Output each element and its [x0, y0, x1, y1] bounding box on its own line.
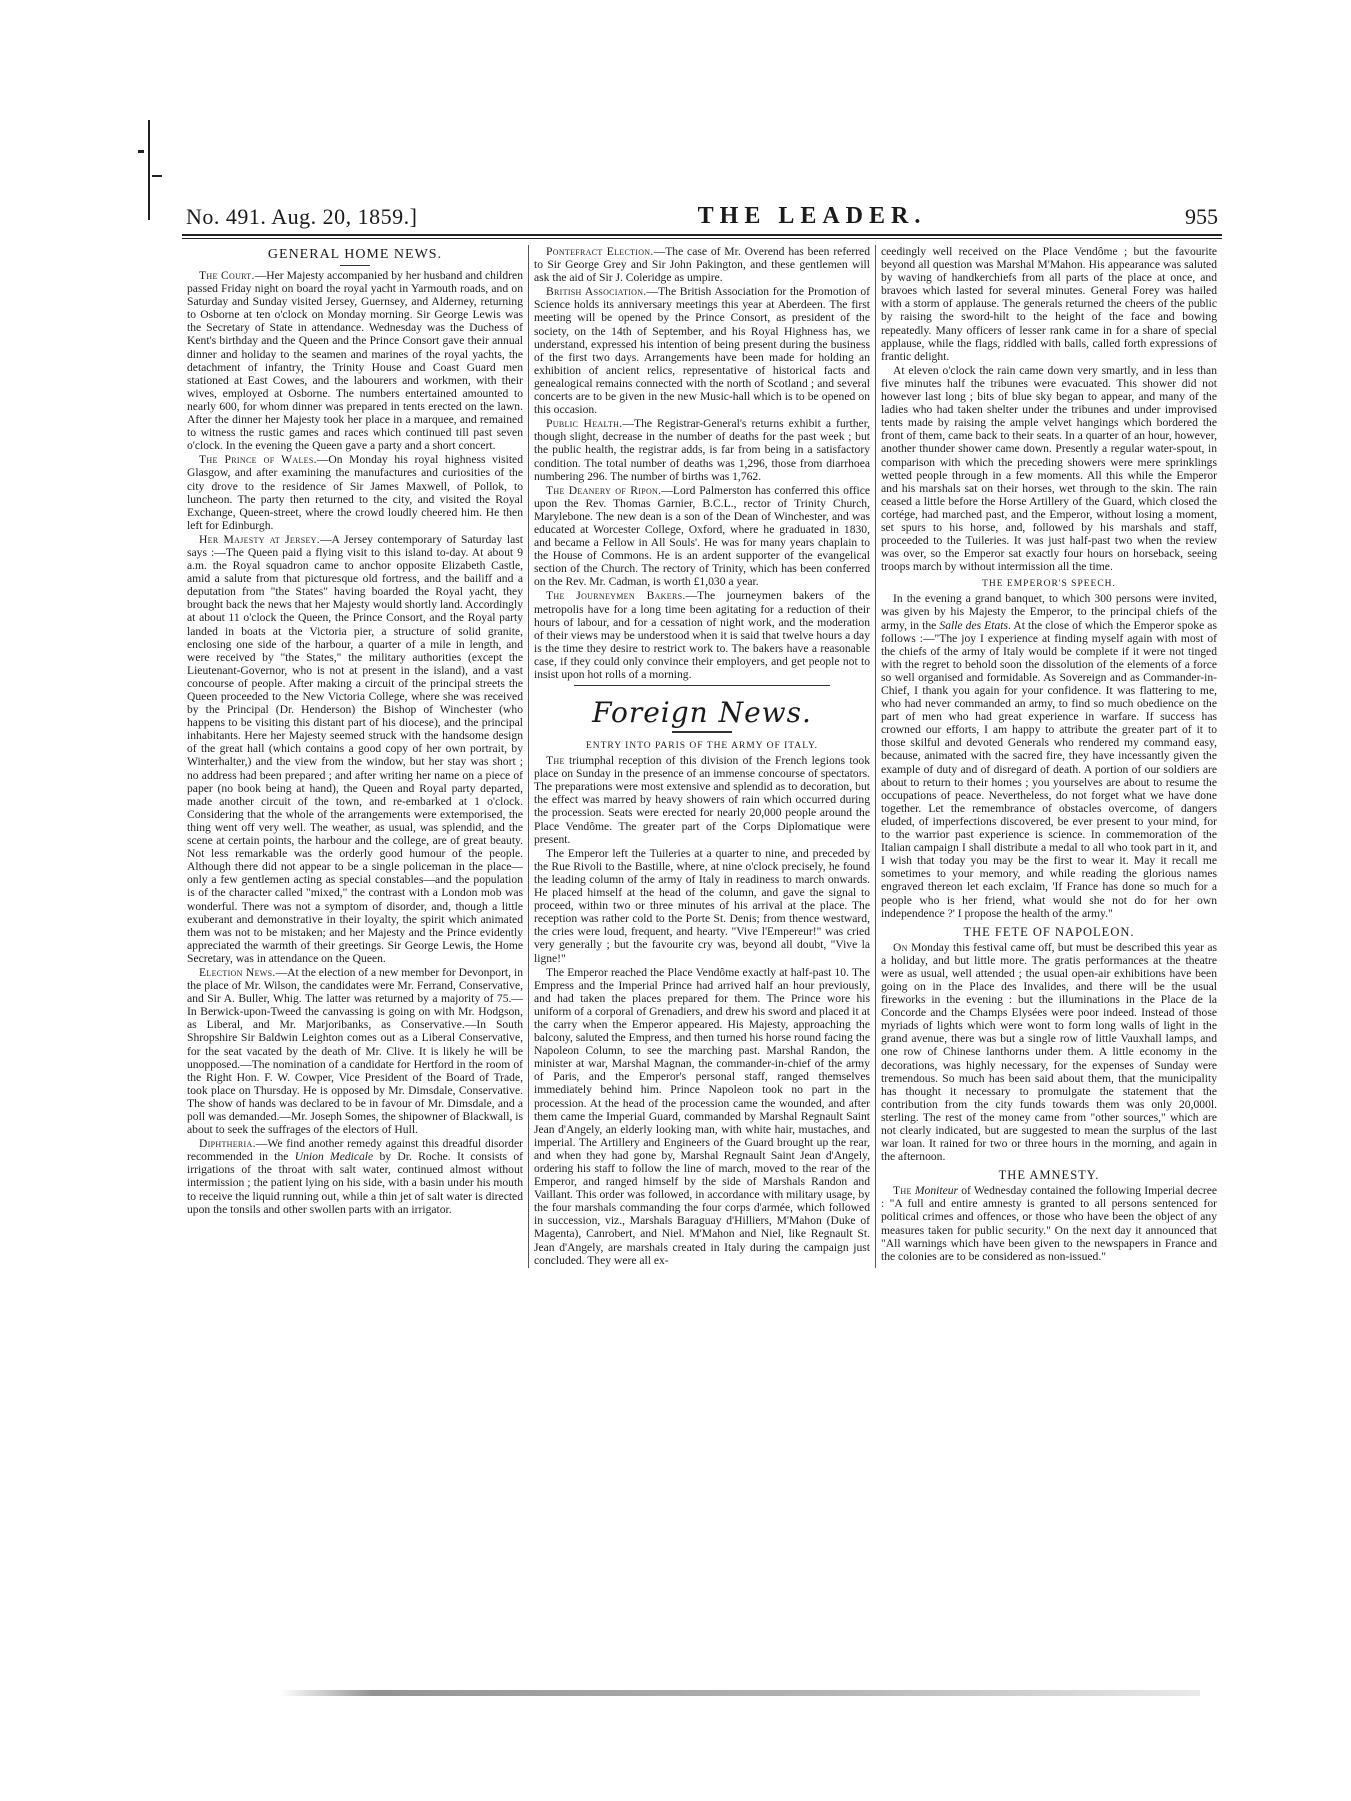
- place-name: Salle des Etats: [939, 618, 1009, 632]
- article-text: by Dr. Roche. It consists of irrigations of the throat with salt water, continued almost without intermission ; the patient lying on his side, with a basin under his mouth to receive the liquid running out, while a thin jet of salt water is directed upon the tonsils and other swollen parts with an irrigator.: [187, 1150, 524, 1216]
- article-text: —The British Association for the Promotion of Science holds its anniversary meetings this year at Aberdeen. The first meeting will be opened by the Prince Consort, as president of the society, on the 14th of September, and his Royal Highness has, we understand, expressed his intention of being present during the business of the first two days. Arrangements have been made for holding an exhibition of ancient relics, representative of historical facts and genealogical remains connected with the north of Scotland ; and several concerts are to be given in the new Music-hall which is to be opened on this occasion.: [534, 285, 870, 417]
- newspaper-page: [182, 200, 1222, 1268]
- article-text: —A Jersey contemporary of Saturday last says :—The Queen paid a flying visit to this island to-day. At about 9 a.m. the Royal squadron came to anchor opposite Elizabeth Castle, amid a salute from that picturesque old fortress, and the bailiff and a deputation from "the States" having boarded the Royal yacht, they brought back the news that her Majesty would shortly land. Accordingly at about 11 o'clock the Queen, the Prince Consort, and the Royal party landed in boats at the Victoria pier, a structure of solid granite, enclosing one side of the harbour, a quarter of a mile in length, and were received by "the States," the military authorities (except the Lieutenant-Governor, who is not at present in the island), and a vast concourse of people. After making a circuit of the principal streets the Queen proceeded to the New Victoria College, where she was received by the Principal (Dr. Henderson) the Bishop of Winchester (who happens to be visiting this distant part of his diocese), and the principal inhabitants. Here her Majesty seemed struck with the handsome design of the great hall (which contains a good copy of her own portrait, by Winterhalter,) and the view from the window, but her stay was short ; no address had been prepared ; and after writing her name on a piece of paper (no book being at hand), the Queen and Royal party departed, made another circuit of the town, and re-embarked at 1 o'clock. Considering that the whole of the arrangements were extemporised, the thing went off very well. The weather, as usual, was splendid, and the scene at certain points, the harbour and the college, are of great beauty. Not less remarkable was the orderly good humour of the people. Although there did not appear to be a single policeman in the place—only a few gentlemen acting as special constables—and the population is of the character called "mixed," the contrast with a London mob was wonderful. There was not a symptom of disorder, and, though a little exuberant and demonstrative in their loyalty, the spirit which animated them was not to be mistaken; and her Majesty and the Prince evidently appreciated the warmth of their greetings. Sir George Lewis, the Home Secretary, was in attendance on the Queen.: [187, 532, 523, 965]
- article-entry-paris-2: The Emperor left the Tuileries at a quarter to nine, and preceded by the Rue Rivoli to the Bastille, where, at nine o'clock precisely, he found the leading column of the army of Italy in readiness to march onwards. He placed himself at the head of the column, and gave the signal to proceed, within two or three minutes of his arrival at the place. The reception was rather cold to the Porte St. Denis; from thence westward, the cries were loud, frequent, and hearty. "Vive l'Empereur!" was cried very generally ; but the favourite cry was, beyond all doubt, "Vive la ligne!": [534, 846, 870, 965]
- lead-in: Public Health.: [546, 417, 623, 431]
- lead-in: Diphtheria.: [199, 1137, 256, 1151]
- article-text: —The journeymen bakers of the metropolis have for a long time been agitating for a reduction of their hours of labour, and for a cessation of night work, and the moderation of their views may be understood when it is said that twelve hours a day is the time they desire to restrict work to. The bakers have a reasonable case, if they could only convince their employers, and get people not to insist upon hot rolls of a morning.: [534, 589, 871, 681]
- publication-title: Moniteur: [911, 1184, 959, 1198]
- article-text: Monday this festival came off, but must be described this year as a holiday, and but little more. The gratis performances at the theatre were as usual, well attended ; the usual open-air exhibitions have been going on in the Place des Invalides, and there will be the usual fireworks in the evening : but the illuminations in the Place de la Concorde and the Champs Elysées were poor indeed. Instead of those myriads of lights which were wont to form long walls of light in the grand avenue, there was but a single row of little Vauxhall lamps, and one row of Chinese lanthorns under them. A little economy in the decorations, was highly necessary, for the expenses of Sunday were tremendous. So much has been said about them, that the municipality has thought it necessary to promulgate the statement that the contribution from the city funds towards them was only 20,000l. sterling. The rest of the money came from "other sources," which are not clearly indicated, but are suggested to mean the surplus of the last war loan. It rained for two or three hours in the morning, and again in the afternoon.: [881, 940, 1217, 1164]
- ornament-rule: [672, 731, 732, 735]
- article-entry-paris-cont: ceedingly well received on the Place Vendôme ; but the favourite beyond all question was Marshal M'Mahon. His appearance was saluted by waving of handkerchiefs from all parts of the place at once, and bravoes which lasted for several minutes. General Forey was hailed with a storm of applause. The generals returned the cheers of the public by raising the sword-hilt to the height of the face and bowing repeatedly. Many officers of lesser rank came in for a share of special applause, while the flags, riddled with balls, called forth expressions of frantic delight.: [881, 245, 1217, 363]
- article-fete-napoleon: [881, 941, 1217, 1164]
- article-text: —The case of Mr. Overend has been referred to Sir George Grey and Sir John Pakington, and these gentlemen will ask the aid of Sir J. Coleridge as umpire.: [534, 245, 870, 285]
- subheading-fete-napoleon: THE FETE OF NAPOLEON.: [963, 924, 1135, 939]
- article-pontefract: [534, 245, 870, 284]
- column-1: [182, 245, 528, 1268]
- lead-in: Election News.: [199, 965, 276, 979]
- article-text: —The Registrar-General's returns exhibit a further, though slight, decrease in the number of deaths for the past week ; but the public health, the registrar adds, is far from being in a satisfactory condition. The total number of deaths was 1,296, those from diarrhoea numbering 296. The number of births was 1,762.: [534, 417, 870, 483]
- article-emperors-speech: [881, 592, 1217, 919]
- columns: [182, 245, 1222, 1268]
- page-bottom-ink-smudge: [280, 1690, 1200, 1696]
- article-diphtheria: [187, 1137, 523, 1216]
- lead-in: British Association.: [546, 285, 647, 299]
- article-public-health: [534, 417, 870, 482]
- masthead-rule: [182, 234, 1222, 239]
- article-text: of Wednesday contained the following Imperial decree : "A full and entire amnesty is granted to all persons sentenced for political crimes and offences, or those who have been the object of any measures taken for public security." On the next day it announced that "All warnings which have been given to the newspapers in France and the colonies are to be considered as non-issued.": [881, 1184, 1218, 1263]
- lead-in: The Deanery of Ripon.: [546, 483, 662, 497]
- subheading-emperors-speech: THE EMPEROR'S SPEECH.: [982, 579, 1116, 590]
- article-jersey: [187, 533, 523, 965]
- issue-number: No. 491.: [186, 204, 267, 229]
- lead-in: Pontefract Election.: [546, 245, 654, 258]
- section-divider: [574, 685, 830, 686]
- article-entry-paris-3: The Emperor reached the Place Vendôme exactly at half-past 10. The Empress and the Imperial Prince had arrived half an hour previously, and had taken the places prepared for them. The Prince wore his uniform of a corporal of Grenadiers, and drew his sword and placed it at the carry when the Emperor appeared. His Majesty, approaching the balcony, saluted the Empress, and then turned his horse round facing the Napoleon Column, to see the marching past. Marshal Randon, the minister at war, Marshal Magnan, the commander-in-chief of the army of Paris, and the Emperor's personal staff, ranged themselves immediately behind him. Prince Napoleon took no part in the procession. At the head of the procession came the wounded, and after them came the Imperial Guard, commanded by Marshal Regnault Saint Jean d'Angely, an elderly looking man, with white hair, mustaches, and imperial. The Artillery and Engineers of the Guard brought up the rear, and when they had gone by, Marshal Regnault Saint Jean d'Angely, ordering his staff to follow the line of march, moved to the rear of the Emperor, and ranged himself by the side of Marshals Randon and Vaillant. This order was followed, in accordance with military usage, by the four marshals commanding the four corps d'armée, which followed in succession, viz., Marshals Baraguay d'Hilliers, M'Mahon (Duke of Magenta), Canrobert, and Niel. M'Mahon and Niel, like Regnault St. Jean d'Angely, are marshals created in Italy during the campaign just concluded. They were all ex-: [534, 965, 870, 1267]
- column-2: [528, 245, 875, 1268]
- paper-title: THE LEADER.: [697, 203, 927, 229]
- article-entry-paris-rain: At eleven o'clock the rain came down very smartly, and in less than five minutes half the tribunes were evacuated. This shower did not however last long ; bits of blue sky began to appear, and many of the ladies who had taken shelter under the tribunes and under improvised tents made by raising the ample velvet hangings which bordered the front of them, came back to their seats. In a quarter of an hour, however, another thunder shower came down. Presently a regular water-spout, in comparison with which the preceding showers were mere sprinklings wetted people through in a few moments. All this while the Emperor and his marshals sat on their horses, wet through to the skin. The rain ceased a little before the Horse Artillery of the Guard, which closed the cortége, had marched past, and the Emperor, without losing a moment, set spurs to his horse, and, followed by his marshals and staff, proceeded to the Tuileries. It was just half-past two when the review was over, so the Emperor sat exactly four hours on horseback, seeing troops march by without intermission all the time.: [881, 363, 1217, 574]
- lead-in: Her Majesty at Jersey.: [199, 532, 320, 546]
- article-court: [187, 269, 523, 452]
- article-deanery-ripon: [534, 484, 870, 589]
- article-british-association: [534, 285, 870, 416]
- heading-rule: [340, 265, 370, 266]
- article-text: —Her Majesty accompanied by her husband and children passed Friday night on board the royal yacht in Yarmouth roads, and on Saturday and Sunday visited Jersey, Guernsey, and Alderney, returning to Osborne at ten o'clock on Monday morning. Sir George Lewis was the Secretary of State in attendance. Wednesday was the Duchess of Kent's birthday and the Queen and the Prince Consort gave their annual dinner and holiday to the seamen and marines of the royal yachts, the detachment of infantry, the Trinity House and Coast Guard men stationed at East Cowes, and the labourers and workmen, with their wives, employed at Osborne. The numbers entertained amounted to nearly 600, for whom dinner was prepared in tents erected on the lawn. After the dinner her Majesty took her place in a marquee, and remained to witness the rustic games and races which continued till past seven o'clock. In the evening the Queen gave a party and a short concert.: [187, 269, 523, 453]
- margin-printers-marks: [130, 120, 170, 220]
- subheading-amnesty: THE AMNESTY.: [998, 1168, 1100, 1183]
- article-text: —At the election of a new member for Devonport, in the place of Mr. Wilson, the candidates were Mr. Ferrand, Conservative, and Sir A. Buller, Whig. The latter was returned by a majority of 75.—In Berwick-upon-Tweed the canvassing is going on with Mr. Hodgson, as Liberal, and Mr. Marjoribanks, as Conservative.—In South Shropshire Sir Baldwin Leighton comes out as a Liberal Conservative, for the seat vacated by the death of Mr. Clive. It is likely he will be unopposed.—The nomination of a candidate for Hertford in the room of the Right Hon. F. W. Cowper, Vice President of the Board of Trade, took place on Thursday. He is opposed by Mr. Dimsdale, Conservative. The show of hands was declared to be in favour of Mr. Dimsdale, and a poll was demanded.—Mr. Joseph Somes, the shipowner of Blackwall, is about to seek the suffrages of the electors of Hull.: [187, 965, 523, 1137]
- article-text: —Lord Palmerston has conferred this office upon the Rev. Thomas Garnier, B.C.L., rector of Trinity Church, Marylebone. The new dean is a son of the Dean of Winchester, and was educated at Worcester College, Oxford, where he graduated in 1830, and became a Fellow in All Souls'. He was for many years chaplain to the House of Commons. He is an ardent supporter of the evangelical section of the Church. The rectory of Trinity, which has been conferred on the Rev. Mr. Cadman, is worth £1,030 a year.: [534, 483, 870, 589]
- section-title-foreign-news: Foreign News.: [592, 696, 812, 730]
- article-title-entry-paris: ENTRY INTO PARIS OF THE ARMY OF ITALY.: [585, 741, 819, 752]
- publication-title: Union Medicale: [294, 1150, 374, 1164]
- article-journeymen-bakers: [534, 589, 870, 681]
- article-text: . At the close of which the Emperor spoke as follows :—"The joy I experience at finding myself again with most of the chiefs of the army of Italy would be complete if it were not tinged with the regret to behold soon the dissolution of the elements of a force so well organised and formidable. As Sovereign and as Commander-in-Chief, I thank you again for your confidence. It was flattering to me, who had never commanded an army, to find so much obedience on the part of men who had great experience in warfare. If success has crowned our efforts, I am happy to attribute the greater part of it to those skilful and devoted Generals who rendered my command easy, because, animated with the sacred fire, they have incessantly given the example of duty and of disregard of death. A portion of our soldiers are about to return to their homes ; you yourselves are about to resume the occupations of peace. Nevertheless, do not forget what we have done together. Let the remembrance of obstacles overcome, of dangers eluded, of imperfections discovered, be ever present to your mind, for to the warrior past experience is science. In commemoration of the Italian campaign I shall distribute a medal to all who took part in it, and I wish that today you may be the first to wear it. May it recall me sometimes to your memory, and while reading the glorious names engraved thereon let each exclaim, 'If France has done so much for a people who is her friend, what would she not do for her own independence ?' I propose the health of the army.": [881, 618, 1217, 920]
- issue-date: Aug. 20, 1859.]: [271, 204, 418, 229]
- article-entry-paris-1: [534, 754, 870, 846]
- lead-in: The: [893, 1184, 912, 1198]
- lead-in: On: [893, 940, 908, 954]
- article-amnesty: [881, 1184, 1217, 1263]
- section-heading-home-news: GENERAL HOME NEWS.: [267, 247, 443, 262]
- lead-in: The: [546, 754, 565, 768]
- column-3: [875, 245, 1222, 1268]
- masthead: [182, 200, 1222, 230]
- article-text: —We find another remedy against this dreadful disorder recommended in the: [187, 1137, 523, 1164]
- page-number: 955: [1185, 204, 1218, 229]
- article-text: —On Monday his royal highness visited Glasgow, and after examining the manufactures and curiosities of the city drove to the residence of Sir James Maxwell, of Pollok, to luncheon. The party then returned to the city, and visited the Royal Exchange, Queen-street, where the crowd loudly cheered him. He then left for Edinburgh.: [187, 453, 523, 532]
- article-prince-of-wales: [187, 453, 523, 532]
- lead-in: The Journeymen Bakers.: [546, 589, 686, 603]
- article-text: triumphal reception of this division of the French legions took place on Sunday in the presence of an immense concourse of spectators. The preparations were most extensive and splendid as to decoration, but the effect was marred by heavy showers of rain which occurred during the procession. Seats were erected for nearly 20,000 people around the Place Vendôme. The greater part of the Corps Diplomatique were present.: [534, 754, 870, 846]
- lead-in: The Court.: [199, 269, 255, 282]
- lead-in: The Prince of Wales.: [199, 453, 317, 467]
- article-text: In the evening a grand banquet, to which 300 persons were invited, was given by his Majesty the Emperor, to the principal chiefs of the army, in the: [881, 592, 1217, 632]
- issue-and-date: [186, 204, 486, 230]
- article-election-news: [187, 966, 523, 1136]
